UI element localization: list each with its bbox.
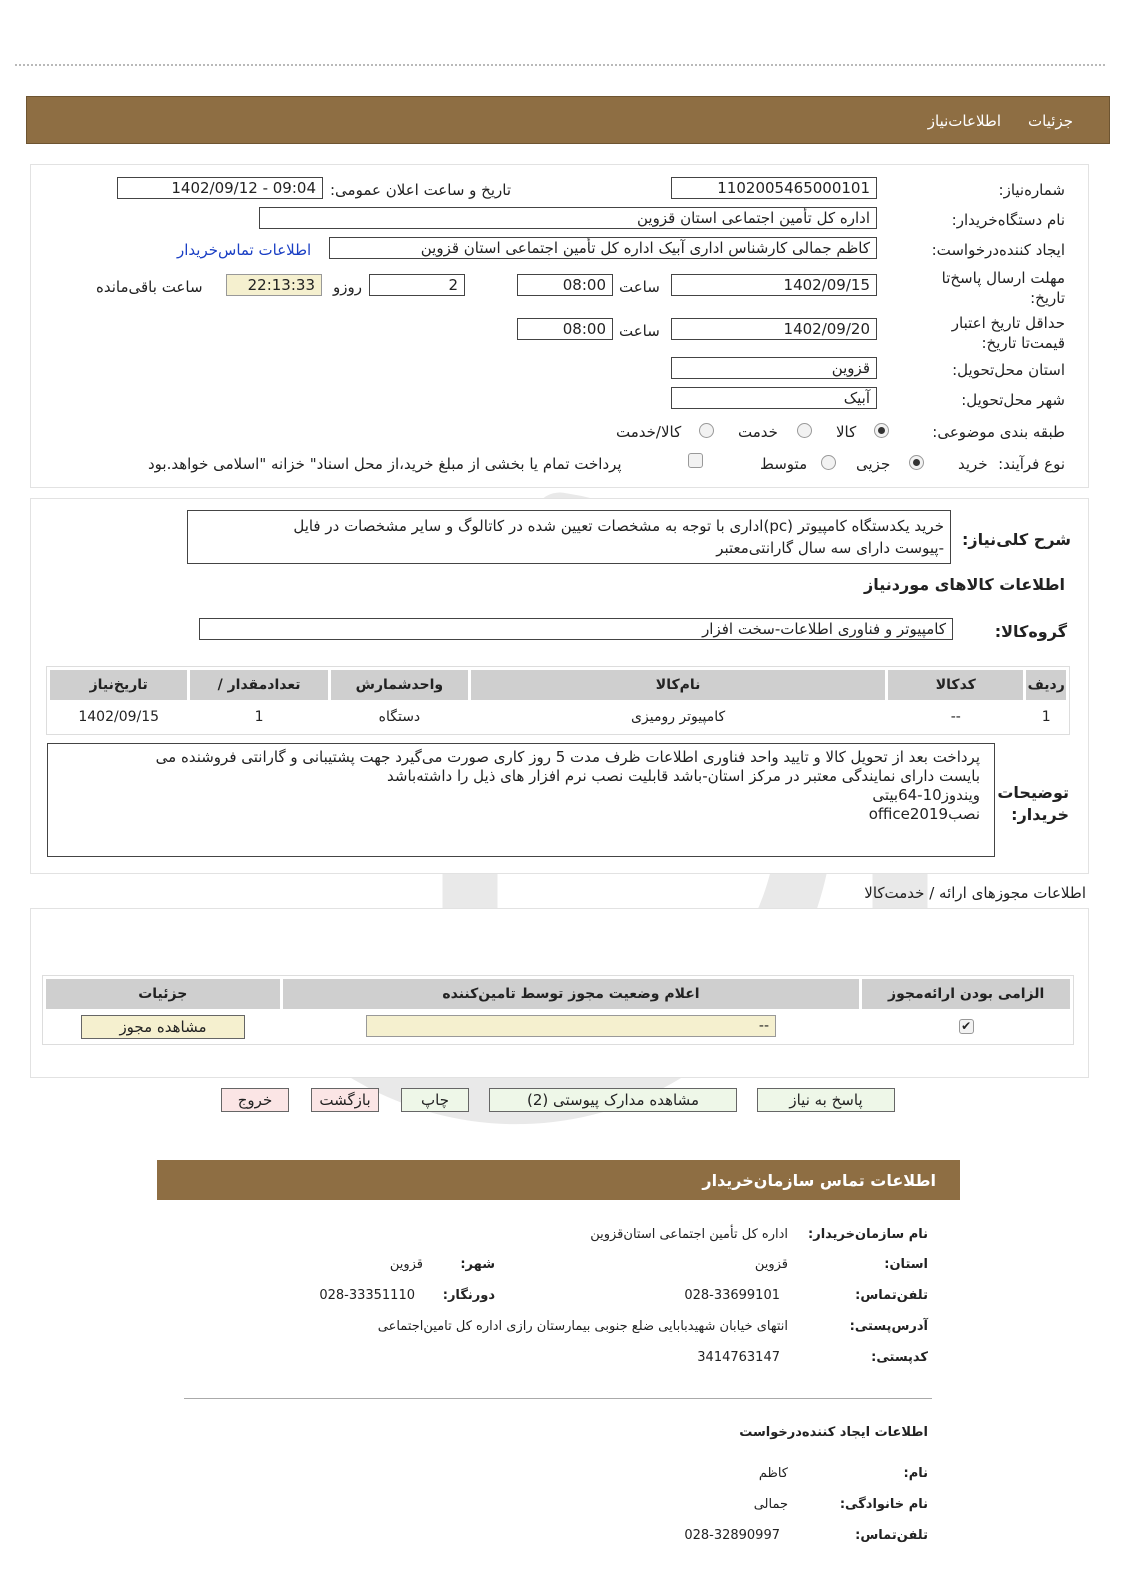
- requester-name-label: نام:: [903, 1466, 928, 1481]
- group-field: کامپیوتر و فناوری اطلاعات-سخت افزار: [199, 618, 953, 640]
- province-label: استان محل‌تحویل:: [952, 361, 1065, 379]
- postal-label: کدپستی:: [871, 1350, 928, 1365]
- notes-line-3: ویندوز10-64بیتی: [872, 786, 980, 804]
- process-minor-label: جزیی: [856, 455, 891, 473]
- postal-value: 3414763147: [697, 1350, 780, 1365]
- city-contact-label: شهر:: [460, 1257, 495, 1272]
- province-contact-value: قزوین: [754, 1257, 788, 1272]
- cell-unit: دستگاه: [378, 709, 421, 725]
- remaining-label: ساعت باقی‌مانده: [96, 278, 203, 296]
- tab-details[interactable]: جزئیات: [1028, 112, 1073, 130]
- city-contact-value: قزوین: [389, 1257, 423, 1272]
- days-field: 2: [369, 274, 465, 296]
- cell-date: 1402/09/15: [78, 709, 160, 725]
- licenses-table-header: [46, 979, 1070, 1009]
- back-button[interactable]: بازگشت: [311, 1088, 379, 1112]
- goods-table: [47, 667, 1069, 734]
- validity-date-field: 1402/09/20: [671, 318, 877, 340]
- province-field: قزوین: [671, 357, 877, 379]
- requester-phone-value: 028-32890997: [684, 1528, 780, 1543]
- treasury-checkbox[interactable]: [688, 453, 703, 468]
- cell-row: 1: [1041, 709, 1051, 725]
- deadline-time-field: 08:00: [517, 274, 613, 296]
- category-goods-label: کالا: [836, 423, 857, 441]
- col-unit: واحدشمارش: [331, 670, 468, 700]
- group-label: گروه‌کالا:: [994, 622, 1067, 641]
- col-row: ردیف: [1026, 670, 1066, 700]
- address-label: آدرس‌پستی:: [849, 1319, 928, 1334]
- summary-line-1: خرید یکدستگاه کامپیوتر (pc)اداری با توجه به مشخصات تعیین شده در کاتالوگ و سایر مشخصات در فایل: [293, 517, 944, 535]
- goods-table-wrap: [46, 666, 1070, 735]
- deadline-label: مهلت ارسال پاسخ‌تا تاریخ:: [941, 269, 1065, 307]
- license-status-field: --: [366, 1015, 776, 1037]
- validity-time-field: 08:00: [517, 318, 613, 340]
- buyer-org-label: نام دستگاه‌خریدار:: [951, 211, 1065, 229]
- address-value: انتهای خیابان شهیدبابایی ضلع جنوبی بیمارستان رازی اداره کل تامین‌اجتماعی: [377, 1319, 788, 1334]
- summary-field: [187, 510, 951, 564]
- requester-family-value: جمالی: [753, 1497, 788, 1512]
- top-divider: [15, 64, 1105, 66]
- summary-line-2: -پیوست دارای سه سال گارانتی‌معتبر: [716, 539, 944, 557]
- buyer-contact-title: اطلاعات تماس سازمان‌خریدار: [702, 1171, 936, 1190]
- cell-name: کامپیوتر رومیزی: [631, 709, 726, 725]
- org-value: اداره کل تأمین اجتماعی استان‌قزوین: [590, 1227, 788, 1242]
- province-contact-label: استان:: [884, 1257, 928, 1272]
- license-required-cell: [862, 1012, 1070, 1040]
- license-required-checkbox: ✔: [959, 1019, 974, 1034]
- phone-value: 028-33699101: [684, 1288, 780, 1303]
- fax-label: دورنگار:: [442, 1288, 495, 1303]
- treasury-note: پرداخت تمام یا بخشی از مبلغ خرید،از محل اسناد" خزانه "اسلامی خواهد.بود: [148, 455, 622, 473]
- need-number-label: شماره‌نیاز:: [998, 181, 1065, 199]
- fax-value: 028-33351110: [319, 1288, 415, 1303]
- buyer-contact-header: [157, 1160, 960, 1200]
- phone-label: تلفن‌تماس:: [855, 1288, 928, 1303]
- requester-phone-label: تلفن‌تماس:: [855, 1528, 928, 1543]
- process-medium-radio[interactable]: [821, 455, 836, 470]
- category-goods-radio[interactable]: [874, 423, 889, 438]
- buyer-contact-link[interactable]: اطلاعات تماس‌خریدار: [177, 241, 312, 259]
- buyer-notes-label: توضیحات خریدار:: [997, 783, 1069, 824]
- col-qty: تعدادمقدار /: [190, 670, 327, 700]
- announce-field: 1402/09/12 - 09:04: [117, 177, 323, 199]
- col-license-details: جزئیات: [46, 979, 280, 1009]
- goods-table-header: [50, 670, 1066, 700]
- need-number-field: 1102005465000101: [671, 177, 877, 199]
- requester-title: اطلاعات ایجاد کننده‌درخواست: [739, 1425, 928, 1440]
- category-label: طبقه بندی موضوعی:: [932, 423, 1065, 441]
- cell-qty: 1: [254, 709, 264, 725]
- process-medium-label: متوسط: [760, 455, 808, 473]
- process-type: خرید: [958, 455, 988, 473]
- header-bar: [26, 96, 1110, 144]
- city-label: شهر محل‌تحویل:: [961, 391, 1065, 409]
- notes-line-1: پرداخت بعد از تحویل کالا و تایید واحد فناوری اطلاعات ظرف مدت 5 روز کاری صورت می‌گیرد جهت پشتیبانی و گارانتی فروشنده می: [155, 748, 980, 766]
- requester-family-label: نام خانوادگی:: [839, 1497, 928, 1512]
- notes-line-4: نصبoffice2019: [868, 805, 980, 823]
- process-minor-radio[interactable]: [909, 455, 924, 470]
- attachments-button[interactable]: مشاهده مدارک پیوستی (2): [489, 1088, 737, 1112]
- col-license-required: الزامی بودن ارائه‌مجوز: [862, 979, 1070, 1009]
- licenses-title: اطلاعات مجوزهای ارائه / خدمت‌کالا: [864, 884, 1086, 902]
- validity-label: حداقل تاریخ اعتبار قیمت‌تا تاریخ:: [951, 314, 1065, 352]
- exit-button[interactable]: خروج: [221, 1088, 289, 1112]
- col-license-status: اعلام وضعیت مجوز توسط تامین‌کننده: [283, 979, 860, 1009]
- reply-button[interactable]: پاسخ به نیاز: [757, 1088, 895, 1112]
- summary-label: شرح کلی‌نیاز:: [962, 530, 1071, 549]
- print-button[interactable]: چاپ: [401, 1088, 469, 1112]
- category-goods-service-label: کالا/خدمت: [616, 423, 682, 441]
- city-field: آبیک: [671, 387, 877, 409]
- requester-name-value: کاظم: [758, 1466, 788, 1481]
- deadline-date-field: 1402/09/15: [671, 274, 877, 296]
- deadline-hour-label: ساعت: [619, 278, 660, 296]
- category-service-label: خدمت: [738, 423, 778, 441]
- announce-label: تاریخ و ساعت اعلان عمومی:: [330, 181, 512, 199]
- table-row: [50, 703, 1066, 731]
- category-service-radio[interactable]: [797, 423, 812, 438]
- creator-label: ایجاد کننده‌درخواست:: [931, 241, 1065, 259]
- notes-line-2: بایست دارای نمایندگی معتبر در مرکز استان-باشد قابلیت نصب نرم افزار های ذیل را داشته‌باشد: [387, 767, 980, 785]
- contact-divider: [184, 1398, 932, 1399]
- creator-field: کاظم جمالی کارشناس اداری آبیک اداره کل تأمین اجتماعی استان قزوین: [329, 237, 877, 259]
- col-code: کدکالا: [888, 670, 1023, 700]
- category-goods-service-radio[interactable]: [699, 423, 714, 438]
- org-label: نام سازمان‌خریدار:: [808, 1227, 928, 1242]
- col-name: نام‌کالا: [471, 670, 885, 700]
- remaining-time-field: 22:13:33: [226, 274, 322, 296]
- buyer-org-field: اداره کل تأمین اجتماعی استان قزوین: [259, 207, 877, 229]
- view-license-button[interactable]: مشاهده مجوز: [81, 1015, 245, 1039]
- process-label: نوع فرآیند:: [998, 455, 1065, 473]
- validity-hour-label: ساعت: [619, 322, 660, 340]
- col-date: تاریخ‌نیاز: [50, 670, 187, 700]
- cell-code: --: [950, 709, 961, 725]
- buyer-notes-field: [47, 743, 995, 857]
- tab-need-info[interactable]: اطلاعات‌نیاز: [927, 112, 1001, 130]
- days-label: روزو: [333, 278, 362, 296]
- goods-info-title: اطلاعات کالاهای موردنیاز: [864, 575, 1065, 594]
